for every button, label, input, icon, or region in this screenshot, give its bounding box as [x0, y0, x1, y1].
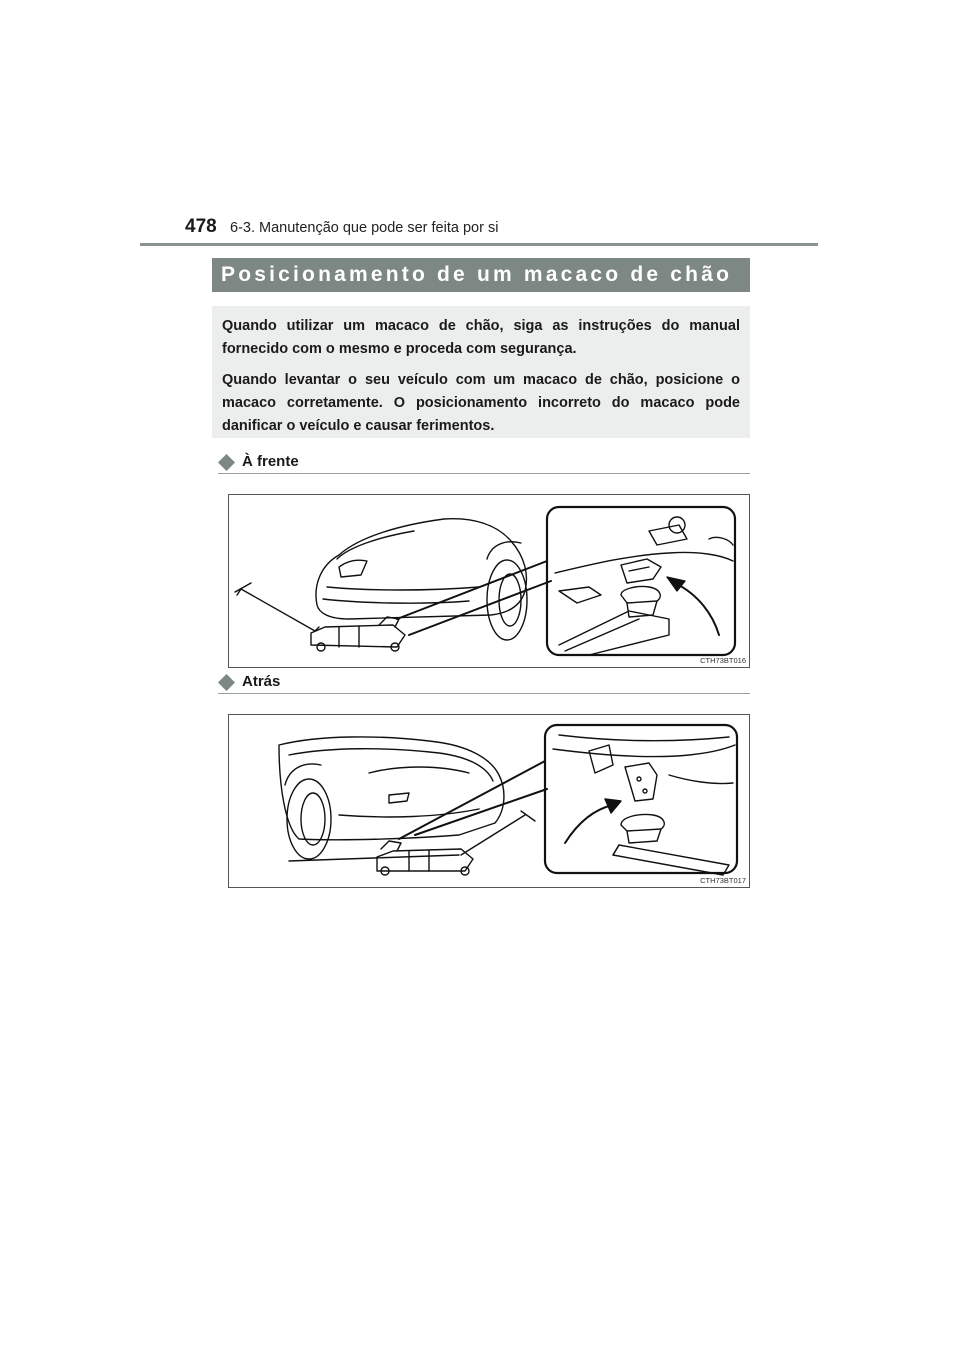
floor-jack-body — [377, 849, 473, 871]
front-jack-saddle — [621, 586, 660, 603]
page-number: 478 — [185, 216, 217, 237]
subsection-front-heading — [218, 453, 750, 474]
header-rule — [140, 243, 818, 246]
subsection-rear-heading — [218, 673, 750, 694]
figure-rear-jack — [228, 714, 750, 888]
figure-front-jack — [228, 494, 750, 668]
intro-paragraph-1: Quando utilizar um macaco de chão, siga as instruções do manual fornecido com o mesmo e proceda com segurança. — [222, 318, 740, 357]
front-jack-illustration — [229, 495, 749, 667]
rear-arrow-icon — [565, 805, 613, 843]
figure-rear-code: CTH73BT017 — [700, 876, 746, 885]
intro-paragraph-2: Quando levantar o seu veículo com um macaco de chão, posicione o macaco corretamente. O posicionamento incorreto do macaco pode danificar o veículo e causar ferimentos. — [222, 372, 740, 434]
diamond-bullet-icon — [218, 674, 235, 691]
section-title: Posicionamento de um macaco de chão — [212, 258, 750, 292]
running-head: 6-3. Manutenção que pode ser feita por si — [230, 220, 499, 236]
figure-front-code: CTH73BT016 — [700, 656, 746, 665]
rear-detail-inset — [545, 725, 737, 873]
subsection-front-label: À frente — [242, 453, 299, 470]
rear-jack-saddle — [621, 814, 664, 831]
intro-box — [212, 306, 750, 438]
front-arrow-icon — [675, 583, 719, 635]
rear-jack-illustration — [229, 715, 749, 887]
subsection-rear-label: Atrás — [242, 673, 281, 690]
diamond-bullet-icon — [218, 454, 235, 471]
car-rear-outline — [279, 737, 504, 840]
front-jack-point — [621, 559, 661, 583]
rear-jack-point — [625, 763, 657, 801]
jack-handle — [235, 583, 315, 631]
floor-jack-body — [311, 625, 405, 647]
